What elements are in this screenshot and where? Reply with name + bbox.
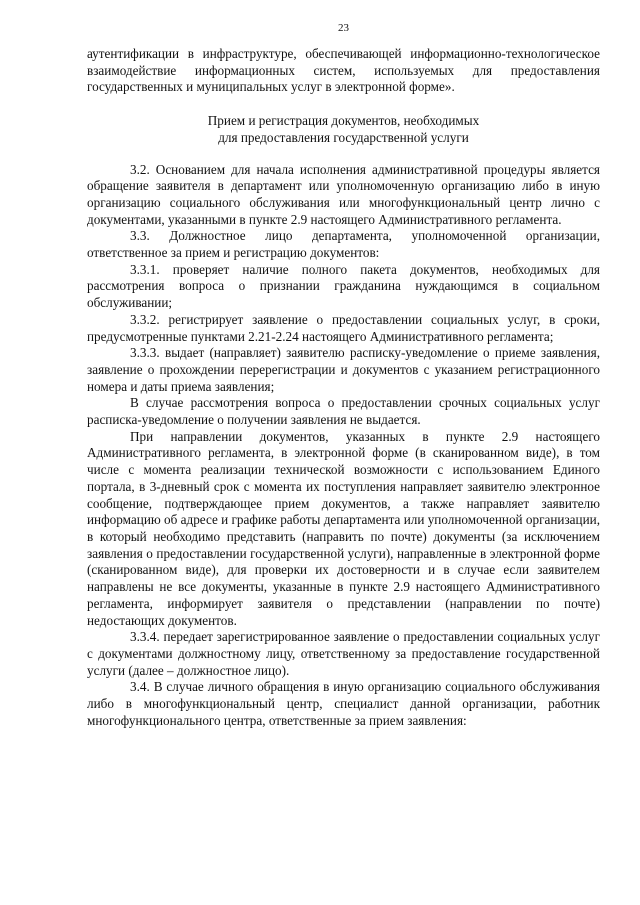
paragraph: 3.3. Должностное лицо департамента, уполномоченной организации, ответственное за прием и регистрацию документов: (87, 228, 600, 261)
paragraph: 3.3.3. выдает (направляет) заявителю расписку-уведомление о приеме заявления, заявление о прохождении перерегистрации и документов с указанием регистрационного номера и даты приема заявления; (87, 345, 600, 394)
paragraph: 3.3.1. проверяет наличие полного пакета документов, необходимых для рассмотрения вопроса о признании гражданина нуждающимся в социальном обслуживании; (87, 261, 600, 311)
paragraph: В случае рассмотрения вопроса о предоставлении срочных социальных услуг расписка-уведомление о получении заявления не выдается. (87, 395, 600, 428)
paragraph: При направлении документов, указанных в пункте 2.9 настоящего Административного регламента, в электронной форме (в сканированном виде), в том числе с момента реализации технической возможности с использованием Единого портала, в 3-дневный срок с момента их поступления направляет заявителю электронное сообщение, подтверждающее прием документов, а также направляет заявителю информацию об адресе и графике работы департамента или уполномоченной организации, в который необходимо представить (направить по почте) документы (за исключением заявления о предоставлении государственной услуги), направленные в электронной форме (сканированном виде), для проверки их достоверности и в случае если заявителем направлены не все документы, указанные в пункте 2.9 настоящего Административного регламента, информирует заявителя о представлении (направлении по почте) недостающих документов. (87, 428, 600, 628)
section-heading-line: для предоставления государственной услуги (218, 129, 469, 145)
paragraph: 3.2. Основанием для начала исполнения административной процедуры является обращение заявителя в департамент или уполномоченную организацию либо в иную организацию социального обслуживания или многофункциональный центр лично с документами, указанными в пункте 2.9 настоящего Административного регламента. (87, 161, 600, 227)
paragraph: 3.3.2. регистрирует заявление о предоставлении социальных услуг, в сроки, предусмотренные пунктами 2.21-2.24 настоящего Административного регламента; (87, 311, 600, 344)
section-heading-line: Прием и регистрация документов, необходимых (207, 113, 480, 129)
paragraph: 3.4. В случае личного обращения в иную организацию социального обслуживания либо в многофункциональный центр, специалист данной организации, работник многофункционального центра, ответственные за прием заявления: (87, 679, 600, 728)
paragraph: аутентификации в инфраструктуре, обеспечивающей информационно-технологическое взаимодействие информационных систем, используемых для предоставления государственных и муниципальных услуг в электронной форме». (87, 46, 600, 95)
document-body (87, 46, 600, 729)
paragraph: 3.3.4. передает зарегистрированное заявление о предоставлении социальных услуг с документами должностному лицу, ответственному за предоставление государственной услуги (далее – должностное лицо). (87, 629, 600, 678)
section-heading (87, 113, 600, 146)
page-number: 23 (338, 22, 349, 34)
